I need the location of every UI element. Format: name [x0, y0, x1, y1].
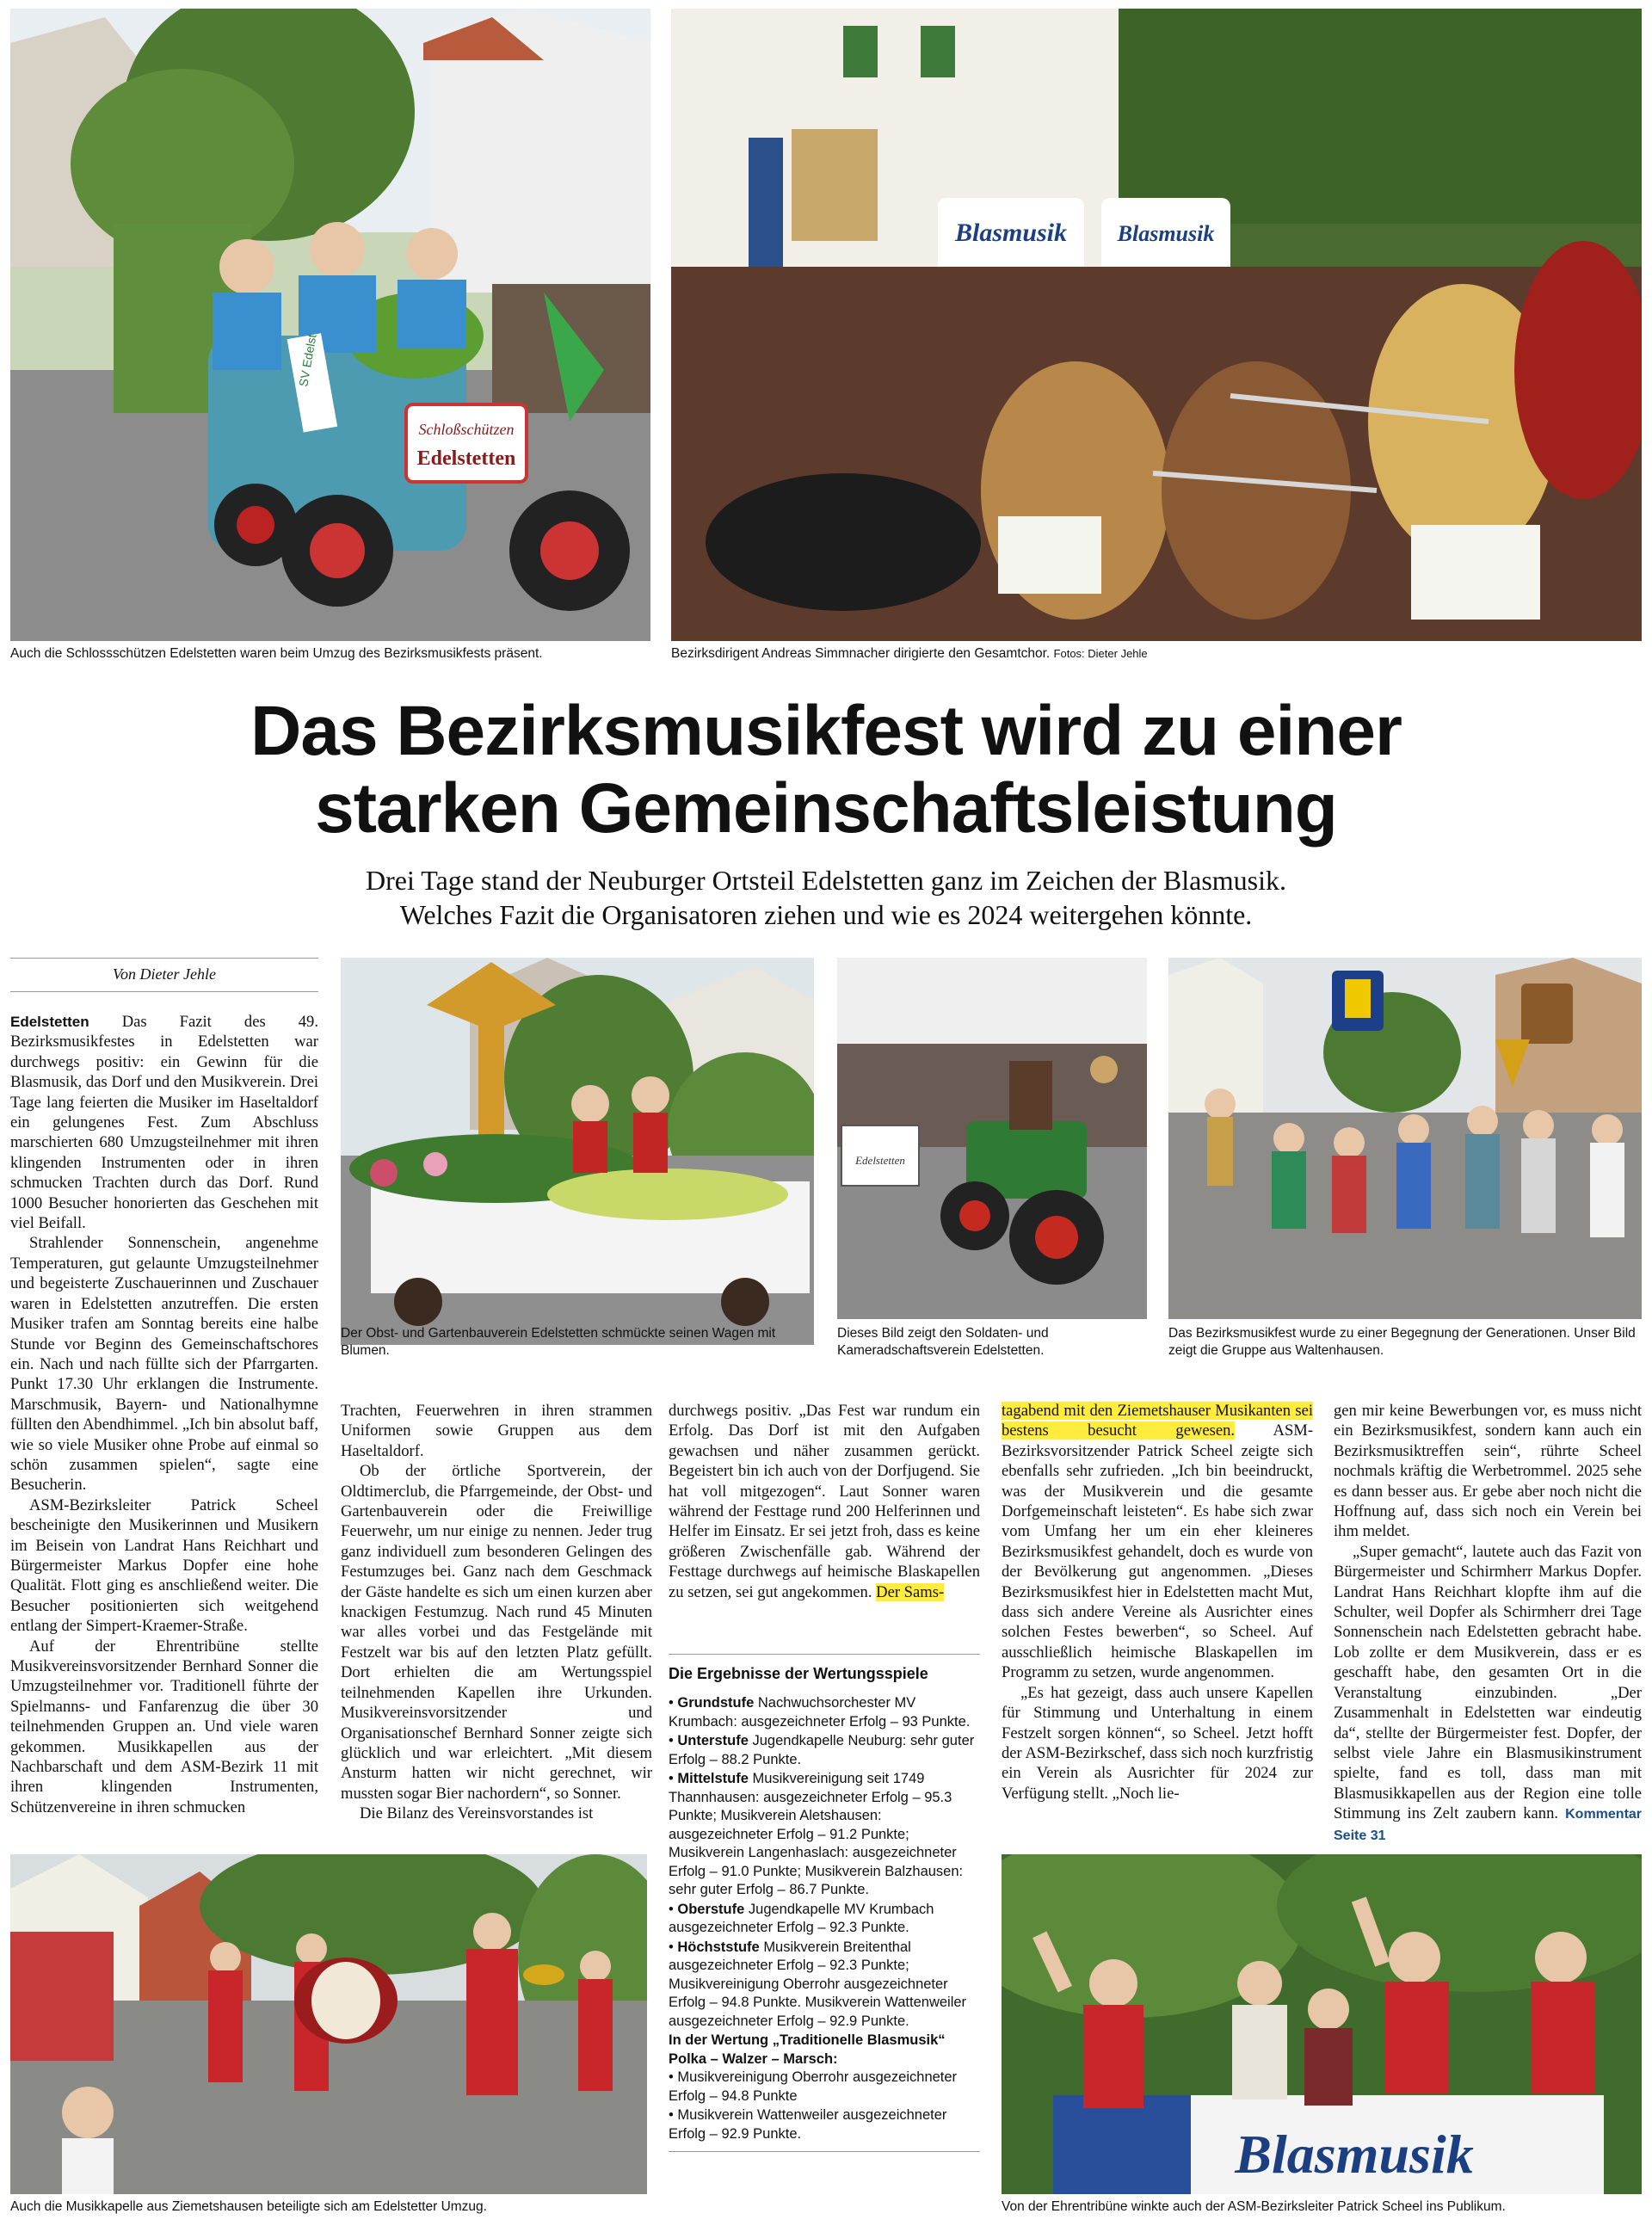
results-box — [669, 1654, 980, 2152]
caption-green-tractor: Dieses Bild zeigt den Soldaten- und Kameradschaftsverein Edelstetten. — [837, 1326, 1049, 1358]
article-paragraph — [10, 1012, 318, 1233]
article-paragraph: Auf der Ehrentribüne stellte Musikvereinsvorsitzender Bernhard Sonner die Umzugsteilnehmer vor. Traditionell führte der Spielmanns- und Fanfarenzug die über 30 teilnehmenden Gruppen an. Und viele waren gekommen. Musikkapellen aus der Nachbarschaft und dem ASM-Bezirk 11 mit ihren klingenden Instrumenten, Schützenvereine in ihren schmucken — [10, 1637, 318, 1816]
tractor-sign-text-1: Schloßschützen — [418, 421, 515, 438]
article-text: „Super gemacht“, lautete auch das Fazit von Bürgermeister und Schirmherr Markus Dopfer. Landrat Hans Reichhart klopfte ihm auf die Schulter, weil Dopfer als Schirmherr drei Tage Sonnenschein nach Edelstetten gebracht habe. Lob zollte er dem Musikverein, dass er es geschafft habe, den gesamten Ort in die Veranstaltung einzubinden. „Der Zusammenhalt in Edelstetten war eindeutig da“, stellte der Bürgermeister fest. Dopfer, der selbst viele Jahre ein Blasmusikinstrument spielte, fand es toll, dass man mit Blasmusikkapellen aus der Region eine tolle Stimmung ins Zelt zaubern kann. — [1334, 1542, 1642, 1823]
results-box-bottom-rule — [669, 2144, 980, 2152]
result-text: Musikvereinigung seit 1749 Thannhausen: ausgezeichneter Erfolg – 95.3 Punkte; Musikverein Aletshausen: ausgezeichneter Erfolg – 91.2 Punkte; Musikverein Langenhaslach: ausgezeichneter Erfolg – 91.0 Punkte; Musikverein Balzhausen: sehr guter Erfolg – 86.7 Punkte. — [669, 1771, 964, 1897]
article-paragraph: Die Bilanz des Vereinsvorstandes ist — [360, 1804, 594, 1823]
article-text: ASM-Bezirksvorsitzender Patrick Scheel zeigte sich ebenfalls sehr zufrieden. „Ich bin beeindruckt, was der Musikverein und die gesamte Dorfgemeinschaft leisteten“. Es habe sich zwar vom Umfang her um ein eher kleineres Bezirksmusikfest gehandelt, doch es wurde von der Bevölkerung gut angenommen. „Dieses Bezirksmusikfest hier in Edelstetten macht Mut, dass sich andere Vereine als Ausrichter eines solchen Festes bewerben“, so Scheel. Auf ausschließlich heimische Blaskapellen im Programm zu setzen, wurde angenommen. — [1002, 1421, 1314, 1682]
result-item: • Oberstufe Jugendkapelle MV Krumbach ausgezeichneter Erfolg – 92.3 Punkte. — [669, 1901, 934, 1935]
results-subheading-2: Polka – Walzer – Marsch: — [669, 2050, 838, 2067]
headline — [0, 693, 1652, 848]
article-paragraph: Ob der örtliche Sportverein, der Oldtimerclub, die Pfarrgemeinde, der Obst- und Gartenbauverein oder die Freiwillige Feuerwehr, um nur einige zu nennen. Jeder trug ganz individuell zum besonderen Gelingen des Festumzuges bei. Ganz nach dem Geschmack der Gäste handelte es sich um einen kurzen aber knackigen Festumzug. Nach rund 45 Minuten war alles vorbei und das Festgelände mit Festzelt war bis auf den letzten Platz gefüllt. Dort erhielten die am Wertungsspiel teilnehmenden Kapellen ihre Urkunden. Musikvereinsvorsitzender und Organisationschef Bernhard Sonner zeigte sich glücklich und war erleichtert. „Mit diesem Ansturm hatten wir nicht gerechnet, wir mussten sogar Bier nachordern“, so Sonner. — [341, 1462, 652, 1803]
article-paragraph — [1334, 1542, 1642, 1846]
article-paragraph: Strahlender Sonnenschein, angenehme Temperaturen, gut gelaunte Umzugsteilnehmer und begeisterte Zuschauerinnen und Zuschauer waren in Edelstetten anzutreffen. Die ersten Musiker trafen am Sonntag bereits eine halbe Stunde vor Beginn des Gemeinschaftschores ein. Nach und nach füllte sich der Pfarrgarten. Punkt 17.30 Uhr erklangen die Instrumente. Marschmusik, Bayern- und Nationalhymne füllten den Abendhimmel. „Ich bin absolut baff, wie so viele Musiker ohne Probe auf einmal so schön zusammen spielen“, sagte eine Besucherin. — [10, 1234, 318, 1495]
result-level: Grundstufe — [677, 1695, 755, 1711]
dateline: Edelstetten — [10, 1014, 89, 1030]
caption-top-right — [671, 645, 1642, 663]
banner-text-2: Blasmusik — [1117, 221, 1215, 246]
article-column-2 — [341, 1401, 652, 1824]
kommentar-link[interactable]: Kommentar Seite 31 — [1334, 1807, 1643, 1843]
caption-ziemetshausen: Auch die Musikkapelle aus Ziemetshausen beteiligte sich am Edelstetter Umzug. — [10, 2199, 487, 2214]
article-paragraph — [1002, 1401, 1313, 1683]
photo-ziemetshausen-band — [10, 1854, 647, 2194]
result-text: Musikverein Breitenthal ausgezeichneter Erfolg – 92.3 Punkte; Musikvereinigung Oberrohr ausgezeichneter Erfolg – 94.8 Punkte. Musikverein Wattenweiler ausgezeichneter Erfolg – 92.9 Punkte. — [669, 1939, 967, 2029]
result-level: Oberstufe — [677, 1901, 745, 1917]
article-column-3 — [669, 1401, 980, 1602]
result-text: Nachwuchsorchester MV Krumbach: ausgezeichneter Erfolg – 93 Punkte. — [669, 1695, 971, 1730]
photo-flower-wagon — [341, 958, 814, 1345]
article-paragraph: gen mir keine Bewerbungen vor, es muss nicht ein Bezirksmusikfest, sondern kann auch ein Bezirksmusiktreffen sein“, rührte Scheel nochmals kräftig die Werbetrommel. 2025 sehe es dann besser aus. Er gebe aber noch nicht die Hoffnung auf, dass sich noch ein Verein bei ihm meldet. — [1334, 1402, 1642, 1541]
tractor-sign-text-2: Edelstetten — [416, 447, 516, 470]
article-column-4 — [1002, 1401, 1313, 1804]
article-paragraph: Trachten, Feuerwehren in ihren strammen Uniformen sowie Gruppen aus dem Haseltaldorf. — [341, 1402, 652, 1460]
caption-top-right-text: Bezirksdirigent Andreas Simmnacher dirigierte den Gesamtchor. — [671, 646, 1051, 661]
banner-text-1: Blasmusik — [954, 219, 1068, 247]
article-text: Das Fazit des 49. Bezirksmusikfestes in Edelstetten war durchwegs positiv: ein Gewinn für die Blasmusik, das Dorf und den Musikverein. Drei Tage lang feierten die Musiker im Haseltaldorf ein gelungenes Fest. Zum Abschluss marschierten 680 Umzugsteilnehmer mit ihren klingenden Instrumenten oder in ihren schmucken Trachten durch das Dorf. Rund 1000 Besucher honorierten das Geschehen mit viel Beifall. — [10, 1013, 318, 1233]
result-level: Unterstufe — [677, 1733, 749, 1748]
headline-line-1: Das Bezirksmusikfest wird zu einer — [250, 692, 1402, 770]
article-text: durchwegs positiv. „Das Fest war rundum ein Erfolg. Das Dorf ist mit den Aufgaben gewachsen und näher zusammen gerückt. Begeistert bin ich auch von der Dorfjugend. Sie hat voll mitgezogen“. Laut Sonner waren während der Festtage rund 200 Helferinnen und Helfer im Einsatz. Er sei jetzt froh, dass es keine größeren Zwischenfälle gab. Während der Festtage durchwegs auf heimische Blaskapellen zu setzen, sei gut angekommen. — [669, 1402, 980, 1601]
caption-top-left: Auch die Schlossschützen Edelstetten waren beim Umzug des Bezirksmusikfests präsent. — [10, 646, 543, 661]
article-column-5 — [1334, 1401, 1642, 1846]
result-text: Jugendkapelle MV Krumbach ausgezeichneter Erfolg – 92.3 Punkte. — [669, 1901, 934, 1935]
result-level: Höchststufe — [677, 1939, 760, 1955]
results-subheading-1: In der Wertung „Traditionelle Blasmusik“ — [669, 2032, 946, 2048]
tribune-banner-text: Blasmusik — [1235, 2124, 1474, 2185]
photo-green-tractor — [837, 958, 1147, 1319]
byline: Von Dieter Jehle — [10, 958, 318, 992]
green-tractor-sign-text: Edelstetten — [855, 1154, 905, 1167]
caption-waltenhausen: Das Bezirksmusikfest wurde zu einer Begegnung der Generationen. Unser Bild zeigt die Gruppe aus Waltenhausen. — [1168, 1326, 1636, 1358]
caption-ehrentribuene: Von der Ehrentribüne winkte auch der ASM-Bezirksleiter Patrick Scheel ins Publikum. — [1002, 2199, 1506, 2214]
result-item: • Mittelstufe Musikvereinigung seit 1749 Thannhausen: ausgezeichneter Erfolg – 95.3 Punkte; Musikverein Aletshausen: ausgezeichneter Erfolg – 91.2 Punkte; Musikverein Langenhaslach: ausgezeichneter Erfolg – 91.0 Punkte; Musikverein Balzhausen: sehr guter Erfolg – 86.7 Punkte. — [669, 1771, 964, 1897]
photo-gesamtchor — [671, 9, 1642, 641]
result-text: Musikverein Wattenweiler ausgezeichneter Erfolg – 92.9 Punkte. — [669, 2107, 947, 2142]
result-item: • Höchststufe Musikverein Breitenthal ausgezeichneter Erfolg – 92.3 Punkte; Musikvereinigung Oberrohr ausgezeichneter Erfolg – 94.8 Punkte. Musikverein Wattenweiler ausgezeichneter Erfolg – 92.9 Punkte. — [669, 1939, 967, 2029]
headline-line-2: starken Gemeinschaftsleistung — [315, 769, 1337, 848]
photo-credit: Fotos: Dieter Jehle — [1053, 647, 1148, 660]
flag-text: SV Edelst — [296, 333, 319, 388]
article-column-1 — [10, 1012, 318, 1817]
photo-ehrentribuene — [1002, 1854, 1642, 2194]
article-paragraph — [669, 1401, 980, 1602]
result-level: Mittelstufe — [677, 1771, 749, 1786]
result-item: • Grundstufe Nachwuchsorchester MV Krumbach: ausgezeichneter Erfolg – 93 Punkte. — [669, 1695, 971, 1730]
article-paragraph: „Es hat gezeigt, dass auch unsere Kapellen für Stimmung und Unterhaltung in einem Festzelt sorgen können“, so Scheel. Jetzt hofft der ASM-Bezirkschef, dass sich noch kurzfristig ein Verein als Ausrichter für 2024 zur Verfügung stellt. „Noch lie- — [1002, 1683, 1313, 1803]
result-item: • Musikverein Wattenweiler ausgezeichneter Erfolg – 92.9 Punkte. — [669, 2107, 947, 2142]
article-paragraph: ASM-Bezirksleiter Patrick Scheel bescheinigte den Musikerinnen und Musikern im Beisein von Landrat Hans Reichhart und Bürgermeister Markus Dopfer eine hohe Qualität. Flott ging es anschließend weiter. Die Besucher positionierten sich weitgehend entlang der Simpert-Kraemer-Straße. — [10, 1495, 318, 1636]
result-text: Musikvereinigung Oberrohr ausgezeichneter Erfolg – 94.8 Punkte — [669, 2069, 958, 2104]
deck-line-1: Drei Tage stand der Neuburger Ortsteil Edelstetten ganz im Zeichen der Blasmusik. — [365, 865, 1287, 896]
result-item: • Unterstufe Jugendkapelle Neuburg: sehr guter Erfolg – 88.2 Punkte. — [669, 1733, 975, 1767]
highlighted-text: tagabend mit den Ziemetshauser Musikanten sei bestens besucht gewesen. — [1002, 1402, 1313, 1440]
deck — [0, 863, 1652, 932]
caption-flower-wagon: Der Obst- und Gartenbauverein Edelstetten schmückte seinen Wagen mit Blumen. — [341, 1326, 776, 1358]
result-item: • Musikvereinigung Oberrohr ausgezeichneter Erfolg – 94.8 Punkte — [669, 2069, 958, 2104]
highlighted-text: Der Sams- — [876, 1582, 945, 1601]
results-box-title: Die Ergebnisse der Wertungsspiele — [669, 1654, 980, 1684]
photo-tractor-schlossschuetzen — [10, 9, 650, 641]
photo-waltenhausen-group — [1168, 958, 1642, 1319]
result-text: Jugendkapelle Neuburg: sehr guter Erfolg – 88.2 Punkte. — [669, 1733, 975, 1767]
deck-line-2: Welches Fazit die Organisatoren ziehen und wie es 2024 weitergehen könnte. — [399, 899, 1253, 930]
